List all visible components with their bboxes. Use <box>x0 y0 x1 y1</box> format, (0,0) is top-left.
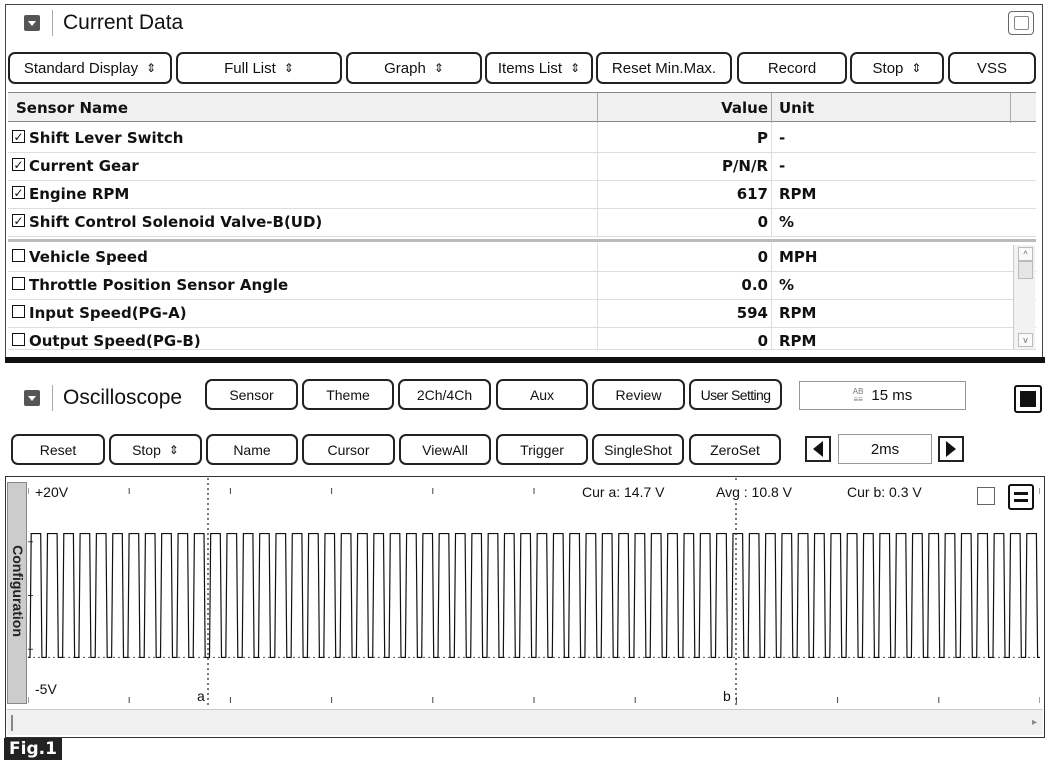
sensor-value: 0 <box>757 332 768 350</box>
sample-rate-value: 15 ms <box>871 387 913 404</box>
record-button[interactable] <box>737 52 847 84</box>
button-label: Stop <box>132 441 161 458</box>
panel-separator[interactable] <box>5 357 1045 363</box>
table-row[interactable] <box>8 243 1036 272</box>
updown-arrows-icon: ⇕ <box>911 61 922 75</box>
checked-checkbox-icon[interactable]: ✓ <box>13 158 24 172</box>
sample-rate-field[interactable] <box>799 381 966 410</box>
checked-checkbox-icon[interactable]: ✓ <box>13 214 24 228</box>
time-prev-button[interactable] <box>805 436 831 462</box>
oscilloscope-header <box>5 380 182 416</box>
cursor-a-readout: Cur a: 14.7 V <box>582 484 665 500</box>
collapse-icon[interactable] <box>24 15 40 31</box>
configuration-tab[interactable] <box>7 482 27 704</box>
graph-button[interactable] <box>346 52 482 84</box>
sensor-name: Shift Control Solenoid Valve-B(UD) <box>29 213 323 231</box>
button-label: VSS <box>976 59 1007 77</box>
button-label: Trigger <box>520 441 564 458</box>
sensor-name-cell <box>8 327 593 350</box>
sensor-value: 617 <box>736 185 768 203</box>
column-header-unit[interactable]: Unit <box>779 99 815 117</box>
button-label: Review <box>615 386 662 403</box>
button-label: 2Ch/4Ch <box>416 386 473 403</box>
trigger-button[interactable] <box>496 434 588 465</box>
y-min-label: -5V <box>35 681 57 697</box>
aux-button[interactable] <box>496 379 588 410</box>
cursor-b-readout: Cur b: 0.3 V <box>847 484 922 500</box>
button-label: Reset <box>39 441 77 458</box>
current-data-header <box>5 5 1043 41</box>
full-list-button[interactable] <box>176 52 342 84</box>
2ch-4ch-button[interactable] <box>398 379 491 410</box>
button-label: Aux <box>529 386 555 403</box>
sensor-unit: - <box>779 157 786 175</box>
updown-arrows-icon: ⇕ <box>168 442 179 457</box>
vss-button[interactable] <box>948 52 1036 84</box>
column-header-value[interactable]: Value <box>721 99 768 117</box>
sensor-name: Input Speed(PG-A) <box>29 304 187 322</box>
sensor-unit: MPH <box>779 248 818 266</box>
table-row[interactable] <box>8 327 1036 350</box>
button-label: Name <box>233 441 271 458</box>
sensor-name-cell <box>8 152 593 180</box>
items-list-button[interactable] <box>485 52 593 84</box>
configuration-tab-label: Configuration <box>10 545 26 637</box>
collapse-icon[interactable] <box>24 390 40 406</box>
sensor-name-cell <box>8 208 593 236</box>
sensor-value: P/N/R <box>721 157 768 175</box>
column-header-sensor-name[interactable]: Sensor Name <box>16 99 128 117</box>
name-button[interactable] <box>206 434 298 465</box>
sensor-name: Engine RPM <box>29 185 130 203</box>
figure-label: Fig.1 <box>4 738 62 760</box>
sensor-name: Output Speed(PG-B) <box>29 332 201 350</box>
table-row[interactable] <box>8 152 1036 181</box>
signal-waveform <box>28 534 1040 658</box>
user-setting-button[interactable] <box>689 379 782 410</box>
cursor-a-label: a <box>197 688 205 704</box>
average-readout: Avg : 10.8 V <box>716 484 793 500</box>
updown-arrows-icon: ⇕ <box>283 61 294 75</box>
sensor-value: 0 <box>757 248 768 266</box>
sensor-name-cell <box>8 124 593 152</box>
review-button[interactable] <box>592 379 685 410</box>
sensor-value: P <box>757 129 768 147</box>
scrollbar-thumb[interactable] <box>1018 261 1033 279</box>
y-max-label: +20V <box>35 484 69 500</box>
standard-display-button[interactable] <box>8 52 172 84</box>
checkbox-icon[interactable] <box>12 249 25 262</box>
sensor-unit: % <box>779 213 795 231</box>
viewall-button[interactable] <box>399 434 491 465</box>
button-label: Sensor <box>229 386 274 403</box>
table-row[interactable] <box>8 299 1036 328</box>
panel-title: Current Data <box>63 11 184 34</box>
updown-arrows-icon: ⇕ <box>433 61 444 75</box>
checkbox-icon[interactable] <box>12 333 25 346</box>
overlay-checkbox[interactable] <box>977 487 995 505</box>
checked-checkbox-icon[interactable]: ✓ <box>13 186 24 200</box>
button-label: User Setting <box>700 386 771 403</box>
sensor-unit: RPM <box>779 304 817 322</box>
time-next-button[interactable] <box>938 436 964 462</box>
zeroset-button[interactable] <box>689 434 781 465</box>
time-division-field[interactable]: 2ms <box>838 434 932 464</box>
channel-menu-icon[interactable] <box>1008 484 1034 510</box>
sensor-unit: RPM <box>779 332 817 350</box>
triangle-right-icon <box>946 441 956 457</box>
stop-button[interactable] <box>850 52 944 84</box>
reset-min-max-button[interactable] <box>596 52 732 84</box>
sensor-unit: - <box>779 129 786 147</box>
cursor-button[interactable] <box>302 434 395 465</box>
oscilloscope-plot[interactable] <box>28 478 1040 708</box>
button-label: ZeroSet <box>710 441 760 458</box>
sensor-value: 0 <box>757 213 768 231</box>
table-scrollbar[interactable]: ^ v <box>1013 245 1035 349</box>
sensor-name-cell <box>8 271 593 299</box>
sensor-button[interactable] <box>205 379 298 410</box>
checkbox-icon[interactable] <box>12 305 25 318</box>
button-label: Standard Display <box>23 59 139 77</box>
button-label: Record <box>767 59 817 77</box>
sensor-name-cell <box>8 299 593 327</box>
sensor-name: Throttle Position Sensor Angle <box>29 276 289 294</box>
button-label: Full List <box>224 59 276 77</box>
table-row[interactable] <box>8 208 1036 237</box>
table-header <box>8 92 1036 122</box>
sensor-unit: RPM <box>779 185 817 203</box>
button-label: ViewAll <box>422 441 468 458</box>
button-label: Stop <box>872 59 904 77</box>
reset-button[interactable] <box>11 434 105 465</box>
table-row[interactable] <box>8 124 1036 153</box>
checkbox-icon[interactable] <box>12 277 25 290</box>
cursor-b-label: b <box>723 688 731 704</box>
sensor-name-cell <box>8 180 593 208</box>
button-label: Cursor <box>327 441 370 458</box>
singleshot-button[interactable] <box>592 434 684 465</box>
stop-square-icon[interactable] <box>1014 385 1042 413</box>
sensor-name-cell <box>8 243 593 271</box>
table-row[interactable] <box>8 271 1036 300</box>
sensor-name: Current Gear <box>29 157 139 175</box>
table-row[interactable] <box>8 180 1036 209</box>
button-label: Items List <box>497 59 563 77</box>
sample-rate-icon: AB ≡≡ <box>852 386 864 404</box>
sensor-name: Shift Lever Switch <box>29 129 184 147</box>
maximize-icon[interactable] <box>1008 11 1034 35</box>
button-label: Theme <box>326 386 370 403</box>
sensor-unit: % <box>779 276 795 294</box>
button-label: Graph <box>384 59 426 77</box>
checked-checkbox-icon[interactable]: ✓ <box>13 130 24 144</box>
theme-button[interactable] <box>302 379 394 410</box>
button-label: SingleShot <box>604 441 672 458</box>
oscilloscope-title: Oscilloscope <box>63 386 183 409</box>
updown-arrows-icon: ⇕ <box>146 61 157 75</box>
button-label: Reset Min.Max. <box>611 59 717 77</box>
triangle-left-icon <box>813 441 823 457</box>
selection-divider <box>8 239 1036 242</box>
updown-arrows-icon: ⇕ <box>570 61 581 75</box>
stop-button[interactable] <box>109 434 202 465</box>
horizontal-scrollbar[interactable]: ▸ <box>7 709 1043 735</box>
sensor-value: 0.0 <box>741 276 768 294</box>
sensor-value: 594 <box>736 304 768 322</box>
sensor-name: Vehicle Speed <box>29 248 148 266</box>
